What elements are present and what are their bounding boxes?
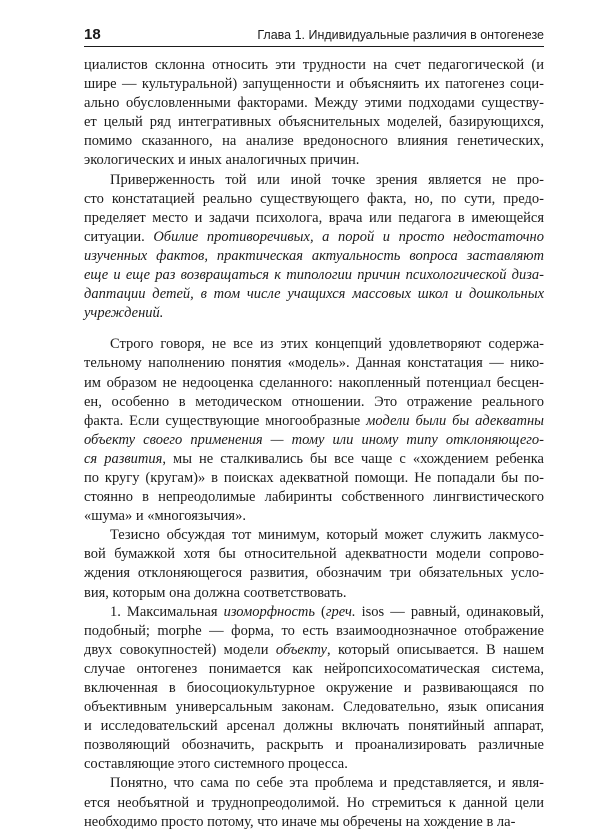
text-line — [84, 736, 544, 755]
text-line — [84, 132, 544, 151]
text-line — [84, 813, 544, 832]
text-run: , мы не сталкивались бы все чаще с «хождением ребенка — [162, 450, 544, 467]
text-line — [84, 190, 544, 209]
text-line — [84, 285, 544, 304]
text-line — [84, 171, 544, 190]
text-line — [84, 228, 544, 247]
text-line — [84, 698, 544, 717]
text-line — [84, 526, 544, 545]
italic-run: учреждений. — [84, 305, 164, 322]
text-line — [84, 113, 544, 132]
italic-run: еще и еще раз возвращаться к типологии причин психологической диза- — [84, 267, 544, 284]
italic-run: даптации детей, в том числе учащихся массовых школ и дошкольных — [84, 286, 544, 303]
text-run: факта. Если существующие многообразные — [84, 412, 367, 429]
text-line — [84, 354, 544, 373]
text-line — [84, 603, 544, 622]
text-run: Строго говоря, не все из этих концепций удовлетворяют содержа- — [110, 336, 544, 353]
text-line — [84, 679, 544, 698]
text-line — [84, 374, 544, 393]
text-run: вой бумажкой хотя бы относительной адекватности модели сопрово- — [84, 546, 544, 563]
italic-run: объекту — [275, 641, 327, 658]
text-run: подобный; morphe — форма, то есть взаимооднозначное отображение — [84, 622, 544, 639]
body-text — [84, 56, 544, 832]
text-run: им образом не недооценка сделанного: накопленный потенциал бесцен- — [84, 374, 544, 391]
text-run: стоянно в непреодолимые лабиринты собственного лингвистического — [84, 489, 544, 506]
text-run: isos — равный, одинаковый, — [355, 603, 544, 620]
text-line — [84, 151, 544, 170]
text-line — [84, 469, 544, 488]
text-run: 1. Максимальная — [110, 603, 224, 620]
text-line — [84, 450, 544, 469]
text-run: включенная в биосоциокультурное окружение и развивающаяся по — [84, 680, 544, 696]
text-run: составляющие этого системного процесса. — [84, 756, 348, 773]
text-run: ждения отклоняющегося развития, обозначим три обязательных усло- — [84, 565, 544, 582]
text-run: ально обусловленными факторами. Между этими подходами существу- — [84, 95, 544, 112]
text-run: вия, которым она должна соответствовать. — [84, 584, 347, 601]
text-run: ( — [314, 603, 326, 620]
text-run: по кругу (кругам)» в поисках адекватной помощи. Не попадали бы по- — [84, 469, 544, 486]
italic-run: изученных фактов, практическая актуальность вопроса заставляют — [84, 247, 544, 264]
text-run: случае онтогенез понимается как нейропсихосоматическая система, — [84, 660, 544, 677]
italic-run: греч. — [325, 603, 356, 620]
text-line — [84, 507, 544, 526]
text-line — [84, 774, 544, 793]
text-line — [84, 564, 544, 583]
text-line — [84, 717, 544, 736]
text-line — [84, 94, 544, 113]
text-run: Понятно, что сама по себе эта проблема и представляется, и явля- — [110, 775, 544, 792]
text-run: ет целый ряд интегративных объяснительных моделей, базирующихся, — [84, 114, 544, 131]
text-line — [84, 660, 544, 679]
text-line — [84, 266, 544, 285]
header-rule — [84, 46, 544, 47]
text-line — [84, 431, 544, 450]
text-line — [84, 545, 544, 564]
text-line — [84, 584, 544, 603]
paragraph-gap — [84, 323, 544, 335]
text-line — [84, 75, 544, 94]
text-line — [84, 622, 544, 641]
text-run: Приверженность той или иной точке зрения является не про- — [110, 171, 544, 188]
text-run: помимо сказанного, на анализе вредоносного влияния генетических, — [84, 133, 544, 150]
text-run: ситуации. — [84, 228, 154, 245]
text-run: необходимо просто потому, что иначе мы обречены на хождение в ла- — [84, 813, 516, 830]
text-line — [84, 755, 544, 774]
text-line — [84, 335, 544, 354]
page-number: 18 — [84, 26, 101, 43]
text-run: «шума» и «многоязычия». — [84, 508, 246, 525]
text-line — [84, 641, 544, 660]
italic-run: Обилие противоречивых, а порой и просто недостаточно — [153, 228, 544, 245]
text-run: двух совокупностей) модели — [84, 641, 276, 658]
text-line — [84, 56, 544, 75]
text-run: объективным универсальным законам. Следовательно, язык описания — [84, 699, 544, 716]
text-run: пределяет место и задачи психолога, врача или педагога в имеющейся — [84, 209, 544, 226]
text-run: ен, особенно в методическом отношении. Это отражение реального — [84, 393, 544, 410]
text-line — [84, 247, 544, 266]
text-run: шире — культуральной) запущенности и объясняить их патогенез соци- — [84, 76, 544, 93]
chapter-title: Глава 1. Индивидуальные различия в онтогенезе — [257, 28, 544, 42]
italic-run: объекту своего применения — тому или иному типу отклоняющего- — [84, 431, 544, 448]
text-run: Тезисно обсуждая тот минимум, который может служить лакмусо- — [110, 527, 544, 544]
text-line — [84, 304, 544, 323]
italic-run: модели были бы адекватны — [366, 412, 544, 429]
text-line — [84, 794, 544, 813]
text-run: тельному наполнению понятия «модель». Данная констатация — нико- — [84, 355, 544, 372]
text-run: сто констатацией реально существующего факта, но, по сути, предо- — [84, 190, 544, 207]
text-line — [84, 393, 544, 412]
text-run: , который описывается. В нашем — [326, 641, 544, 658]
text-run: ется необъятной и труднопреодолимой. Но стремиться к данной цели — [84, 794, 544, 811]
text-line — [84, 412, 544, 431]
italic-run: изоморфность — [223, 603, 315, 620]
italic-run: ся развития — [84, 450, 163, 467]
running-header — [84, 24, 544, 44]
text-run: циалистов склонна относить эти трудности на счет педагогической (и — [84, 57, 544, 73]
text-run: позволяющий обозначить, раскрыть и проанализировать различные — [84, 737, 544, 754]
text-line — [84, 488, 544, 507]
text-line — [84, 209, 544, 228]
text-run: и исследовательский арсенал должны включать понятийный аппарат, — [84, 718, 544, 735]
text-run: экологических и иных аналогичных причин. — [84, 152, 360, 169]
